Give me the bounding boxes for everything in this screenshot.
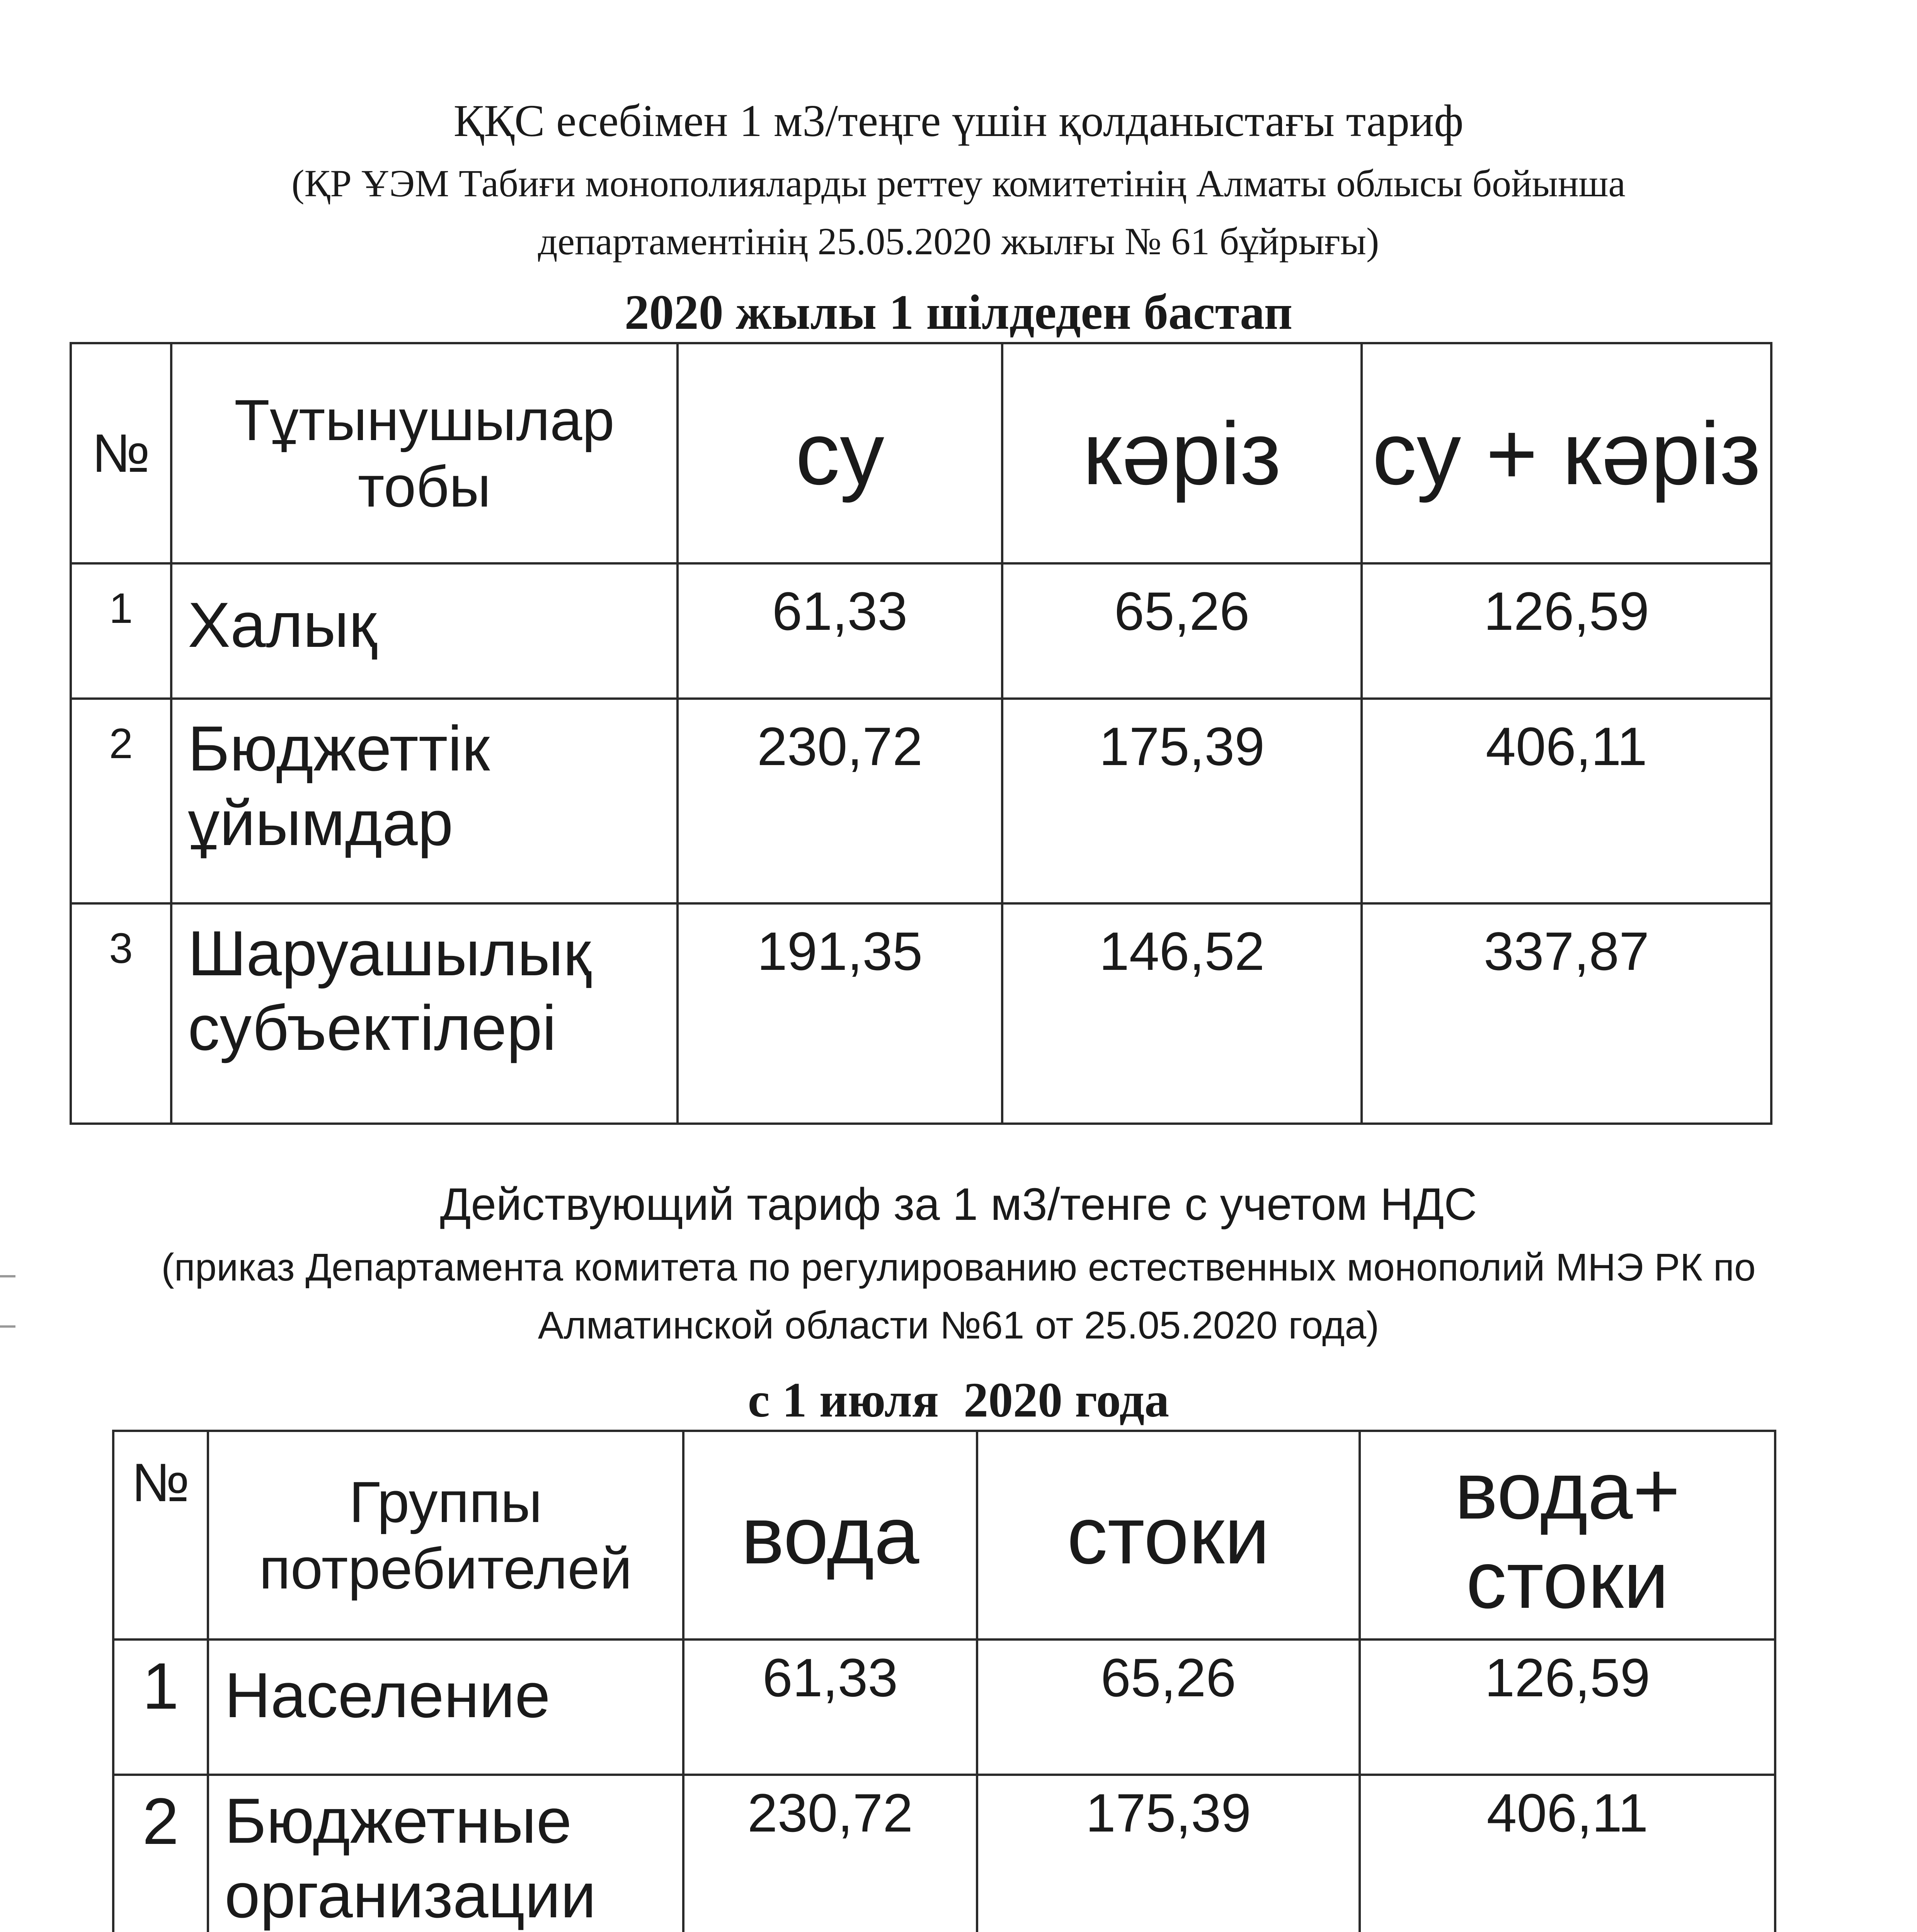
table-row bbox=[113, 1639, 1775, 1775]
ru-header-number: № bbox=[113, 1431, 208, 1639]
kz-header-number: № bbox=[71, 343, 171, 563]
kz-tariff-table bbox=[70, 342, 1772, 1125]
ru-subtitle-line2: Алматинской области №61 от 25.05.2020 года) bbox=[538, 1304, 1379, 1347]
water-tariff: 230,72 bbox=[683, 1775, 977, 1932]
ru-subtitle-line1: (приказ Департамента комитета по регулированию естественных монополий МНЭ РК по bbox=[161, 1246, 1756, 1289]
ru-title: Действующий тариф за 1 м3/тенге с учетом НДС bbox=[440, 1179, 1477, 1230]
row-number: 3 bbox=[71, 903, 171, 1124]
ru-header-total: вода+ стоки bbox=[1360, 1431, 1775, 1639]
table-row bbox=[71, 903, 1771, 1124]
ru-header-sewage: стоки bbox=[977, 1431, 1360, 1639]
ru-header-water: вода bbox=[683, 1431, 977, 1639]
table-row bbox=[71, 563, 1771, 699]
ru-header-group: Группы потребителей bbox=[208, 1431, 683, 1639]
total-tariff: 406,11 bbox=[1360, 1775, 1775, 1932]
ru-table-header-row bbox=[113, 1431, 1775, 1639]
row-number: 2 bbox=[113, 1775, 208, 1932]
row-number: 1 bbox=[71, 563, 171, 699]
water-tariff: 61,33 bbox=[678, 563, 1002, 699]
total-tariff: 126,59 bbox=[1362, 563, 1771, 699]
sewage-tariff: 65,26 bbox=[977, 1639, 1360, 1775]
table-row bbox=[113, 1775, 1775, 1932]
sewage-tariff: 175,39 bbox=[977, 1775, 1360, 1932]
row-number: 2 bbox=[71, 699, 171, 903]
total-tariff: 406,11 bbox=[1362, 699, 1771, 903]
kz-subtitle-line2: департаментінің 25.05.2020 жылғы № 61 бұйрығы) bbox=[538, 220, 1379, 263]
water-tariff: 230,72 bbox=[678, 699, 1002, 903]
kz-subtitle-line1: (ҚР ҰЭМ Табиғи монополияларды реттеу комитетінің Алматы облысы бойынша bbox=[291, 162, 1626, 205]
sewage-tariff: 65,26 bbox=[1002, 563, 1362, 699]
total-tariff: 337,87 bbox=[1362, 903, 1771, 1124]
water-tariff: 61,33 bbox=[683, 1639, 977, 1775]
kz-header-sewage: кәріз bbox=[1002, 343, 1362, 563]
row-number: 1 bbox=[113, 1639, 208, 1775]
total-tariff: 126,59 bbox=[1360, 1639, 1775, 1775]
consumer-group: Население bbox=[208, 1639, 683, 1775]
ru-tariff-table bbox=[112, 1430, 1776, 1932]
sewage-tariff: 146,52 bbox=[1002, 903, 1362, 1124]
kz-title: ҚҚС есебімен 1 м3/теңге үшін қолданыстағы тариф bbox=[453, 95, 1464, 146]
consumer-group: Халық bbox=[171, 563, 678, 699]
kz-header-total: су + кәріз bbox=[1362, 343, 1771, 563]
water-tariff: 191,35 bbox=[678, 903, 1002, 1124]
consumer-group: Бюджеттік ұйымдар bbox=[171, 699, 678, 903]
kz-header-water: су bbox=[678, 343, 1002, 563]
table-row bbox=[71, 699, 1771, 903]
ru-effective-date: с 1 июля 2020 года bbox=[747, 1372, 1170, 1427]
kz-table-header-row bbox=[71, 343, 1771, 563]
kz-effective-date: 2020 жылы 1 шілдеден бастап bbox=[624, 285, 1293, 340]
kz-header-group: Тұтынушылар тобы bbox=[171, 343, 678, 563]
consumer-group: Шаруашылық субъектілері bbox=[171, 903, 678, 1124]
sewage-tariff: 175,39 bbox=[1002, 699, 1362, 903]
consumer-group: Бюджетные организации bbox=[208, 1775, 683, 1932]
